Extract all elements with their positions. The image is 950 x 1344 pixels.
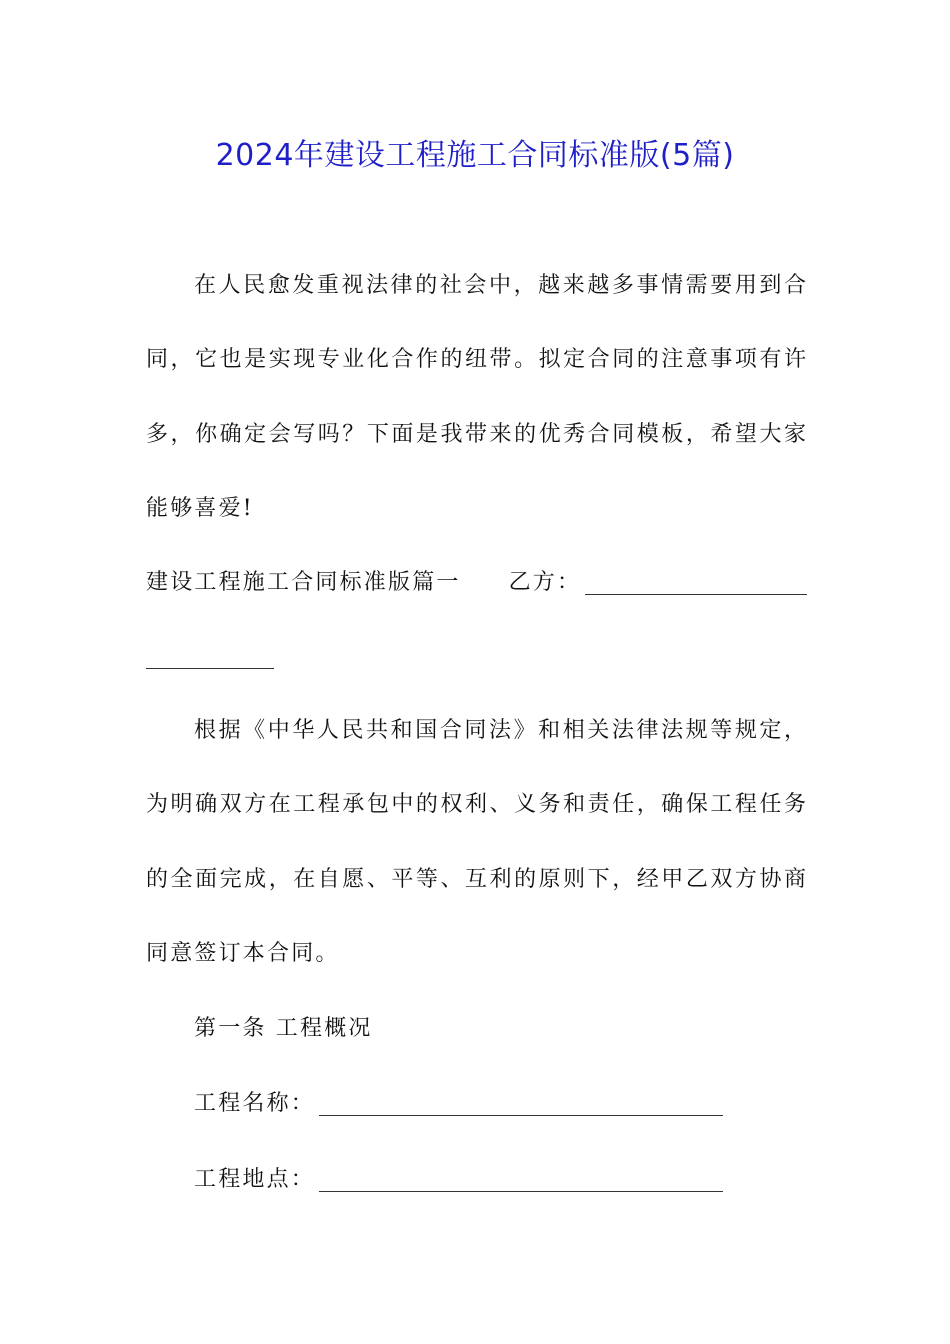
party-b-blank[interactable]: [585, 594, 807, 595]
project-location-row: [194, 1160, 723, 1200]
project-location-blank[interactable]: [319, 1191, 723, 1192]
project-name-label: 工程名称：: [194, 1091, 316, 1116]
project-name-row: [194, 1084, 723, 1124]
article-1-heading: 第一条 工程概况: [194, 1016, 373, 1041]
section-title: 建设工程施工合同标准版篇一: [146, 570, 461, 595]
section-heading-row: [146, 563, 806, 603]
intro-line-4: 能够喜爱!: [146, 496, 254, 521]
intro-line-3: 多，你确定会写吗？下面是我带来的优秀合同模板，希望大家: [146, 422, 806, 447]
intro-line-2: 同，它也是实现专业化合作的纽带。拟定合同的注意事项有许: [146, 347, 806, 372]
body-line-3: 的全面完成，在自愿、平等、互利的原则下，经甲乙双方协商: [146, 867, 806, 892]
body-line-2: 为明确双方在工程承包中的权利、义务和责任，确保工程任务: [146, 792, 806, 817]
intro-line-1: 在人民愈发重视法律的社会中，越来越多事情需要用到合: [194, 273, 806, 298]
project-name-blank[interactable]: [319, 1115, 723, 1116]
body-line-4: 同意签订本合同。: [146, 941, 340, 966]
document-title: 2024年建设工程施工合同标准版(5篇): [215, 138, 735, 173]
body-line-1: 根据《中华人民共和国合同法》和相关法律法规等规定，: [194, 718, 806, 743]
party-b-label: 乙方：: [508, 570, 582, 595]
project-location-label: 工程地点：: [194, 1167, 316, 1192]
party-b-blank-continued[interactable]: [146, 668, 274, 669]
